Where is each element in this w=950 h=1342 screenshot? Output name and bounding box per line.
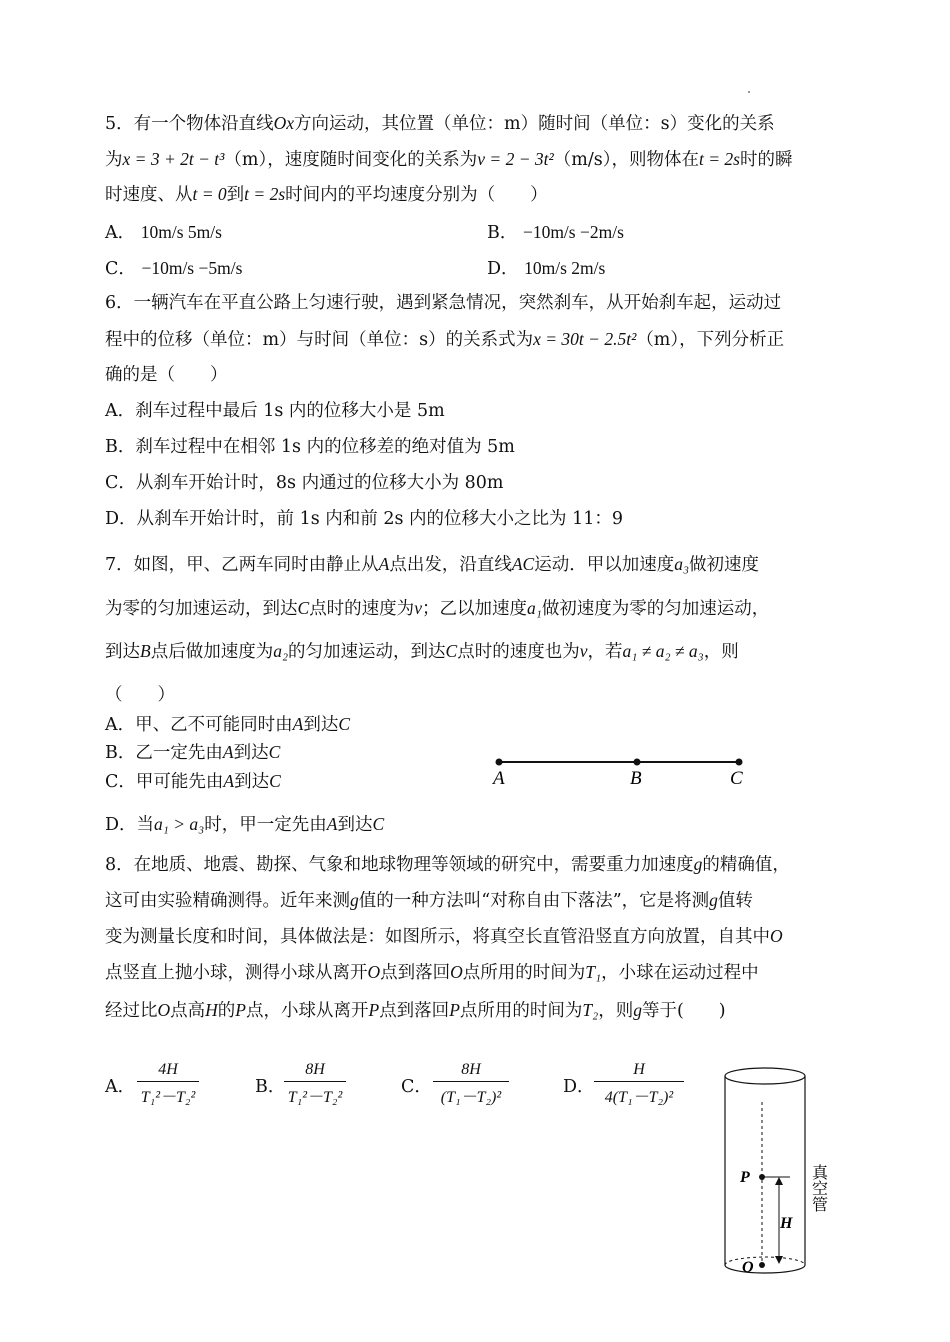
- q7-text: ；乙以加速度: [421, 599, 527, 619]
- option-value: −10m/s −5m/s: [141, 258, 243, 278]
- q8-text: 值的一种方法叫“对称自由下落法”，它是将测: [358, 891, 710, 911]
- q8-var: P: [235, 1000, 246, 1020]
- q8-var: T₂: [582, 1000, 599, 1020]
- option-label: C．: [105, 259, 136, 279]
- option-label: B．: [487, 223, 518, 243]
- q8-option-c-fraction[interactable]: [433, 1061, 509, 1107]
- numerator: 4H: [158, 1061, 178, 1078]
- q7-var: a₁: [526, 598, 542, 618]
- q8-text: ，小球在运动过程中: [601, 963, 759, 983]
- q5-text: 方向运动，其位置（单位：m）随时间（单位：s）变化的关系: [294, 114, 775, 134]
- q5-text: 时间内的平均速度分别为（ ）: [285, 185, 548, 205]
- q8-text: 变为测量长度和时间，具体做法是：如图所示，将真空长直管沿竖直方向放置，自其中: [105, 927, 770, 947]
- q5-option-a[interactable]: [105, 219, 222, 244]
- q7-var: C: [338, 714, 351, 734]
- q7-text: 点时的速度为: [309, 599, 415, 619]
- point-o: [759, 1262, 765, 1268]
- q7-var: a₃: [674, 554, 690, 574]
- q7-text: 到达: [233, 743, 269, 763]
- q8-var: g: [693, 854, 703, 874]
- q8-text: ，则: [598, 1001, 634, 1021]
- q7-var: C: [269, 771, 281, 791]
- q5-line-3: [105, 182, 548, 207]
- denominator: 4(T₁－T₂)²: [604, 1089, 674, 1106]
- q8-var: g: [350, 890, 359, 910]
- q8-text: 经过比: [105, 1001, 158, 1021]
- q6-text: 程中的位移（单位：m）与时间（单位：s）的关系式为: [105, 330, 534, 350]
- q8-var: O: [450, 962, 463, 982]
- vacuum-tube-figure: [715, 1060, 845, 1285]
- q8-var: O: [157, 1000, 171, 1020]
- q5-option-c[interactable]: [105, 255, 242, 280]
- q8-option-b-fraction[interactable]: [284, 1061, 346, 1107]
- q7-var: v: [579, 641, 588, 661]
- q7-text: 到达: [337, 815, 373, 835]
- q6-line-2: [105, 327, 784, 352]
- numerator: H: [633, 1061, 645, 1078]
- label-c: C: [730, 768, 743, 789]
- q8-text: 点所用的时间为: [459, 1001, 583, 1021]
- q8-text: 的: [217, 1001, 236, 1021]
- point-a: [496, 759, 503, 766]
- q7-text: C．甲可能先由: [105, 772, 224, 792]
- q8-text: 点高: [170, 1001, 206, 1021]
- q7-var: A: [222, 742, 234, 762]
- q5-text: 5．有一个物体沿直线: [105, 114, 274, 134]
- q8-text: 的精确值，: [702, 855, 790, 875]
- q8-line-5: [105, 998, 726, 1023]
- q8-var: O: [770, 926, 783, 946]
- q7-var: B: [140, 641, 151, 661]
- tube-top-rim: [725, 1068, 805, 1084]
- q6-formula: x = 30t − 2.5t²: [533, 329, 637, 349]
- q7-text: 为零的匀加速运动，到达: [105, 599, 298, 619]
- arrow-up-icon: [775, 1177, 783, 1185]
- q5-axis: Ox: [273, 113, 295, 133]
- q7-var: C: [372, 814, 385, 834]
- q7-option-d[interactable]: [105, 812, 384, 837]
- q6-option-b[interactable]: B．刹车过程中在相邻 1s 内的位移差的绝对值为 5m: [105, 437, 515, 457]
- q8-var: g: [709, 890, 718, 910]
- q7-text: 做初速度: [689, 555, 760, 575]
- option-label: A．: [105, 223, 136, 243]
- q5-text: 为: [105, 150, 123, 170]
- q8-text: 这可由实验精确测得。近年来测: [105, 891, 350, 911]
- q8-line-3: [105, 924, 783, 949]
- q7-option-c[interactable]: [105, 769, 281, 794]
- q7-text: ，则: [703, 642, 739, 662]
- q7-text: 点后做加速度为: [150, 642, 274, 662]
- q7-text: 7．如图，甲、乙两车同时由静止从: [105, 555, 379, 575]
- q8-text: 值转: [717, 891, 753, 911]
- q7-var: A: [326, 814, 338, 834]
- scan-mark: [748, 91, 750, 93]
- q7-line-3: [105, 639, 739, 664]
- numerator: 8H: [461, 1061, 481, 1078]
- q7-text: B．乙一定先由: [105, 743, 223, 763]
- point-p: [759, 1174, 765, 1180]
- q8-text: 8．在地质、地震、勘探、气象和地球物理等领域的研究中，需要重力加速度: [105, 855, 694, 875]
- q6-option-a[interactable]: A．刹车过程中最后 1s 内的位移大小是 5m: [105, 401, 445, 421]
- q8-line-4: [105, 960, 759, 985]
- q7-text: 时，甲一定先由: [204, 815, 327, 835]
- q7-var: a₂: [273, 641, 289, 661]
- q7-text: 点出发，沿直线: [389, 555, 512, 575]
- q5-line-1: [105, 111, 775, 136]
- q7-text: 运动．甲以加速度: [534, 555, 675, 575]
- denominator: T₁²－T₂²: [140, 1089, 196, 1106]
- q7-var: v: [414, 598, 422, 618]
- q6-option-c[interactable]: C．从刹车开始计时，8s 内通过的位移大小为 80m: [105, 473, 504, 493]
- label-p: P: [740, 1169, 750, 1186]
- q7-text: ，若: [587, 642, 623, 662]
- q7-var: A: [292, 714, 304, 734]
- q5-time: t = 0: [192, 184, 227, 204]
- q7-line-4: （ ）: [105, 685, 175, 705]
- q7-figure: [480, 750, 760, 795]
- q8-option-a-fraction[interactable]: [137, 1061, 199, 1107]
- q7-option-b[interactable]: [105, 740, 280, 765]
- q7-condition: a₁ > a₃: [154, 814, 205, 834]
- q8-text: 点到落回: [379, 1001, 450, 1021]
- q8-var: P: [449, 1000, 460, 1020]
- q5-text: （m），速度随时间变化的关系为: [224, 150, 478, 170]
- q8-line-2: [105, 888, 753, 913]
- tube-bottom-back: [725, 1257, 805, 1265]
- q7-var: A: [223, 771, 235, 791]
- label-a: A: [493, 768, 505, 789]
- vacuum-tube-label: 真空管: [809, 1164, 829, 1212]
- q8-text: 点，小球从离开: [245, 1001, 369, 1021]
- q7-condition: a₁ ≠ a₂ ≠ a₃: [622, 641, 704, 661]
- q7-text: 点时的速度也为: [457, 642, 580, 662]
- q7-text: A．甲、乙不可能同时由: [105, 715, 293, 735]
- q5-text: 时速度、从: [105, 185, 193, 205]
- denominator: (T₁－T₂)²: [440, 1089, 502, 1106]
- q5-time: t = 2s: [244, 184, 286, 204]
- q8-var: g: [633, 1000, 642, 1020]
- q8-var: T₁: [585, 962, 602, 982]
- q8-line-1: [105, 852, 790, 877]
- option-value: −10m/s −2m/s: [522, 222, 624, 242]
- q8-var: O: [367, 962, 381, 982]
- q6-text: （m），下列分析正: [636, 330, 785, 350]
- q5-time: t = 2s: [699, 149, 740, 169]
- q5-velocity-formula: v = 2 − 3t²: [477, 149, 554, 169]
- q8-var: H: [205, 1000, 218, 1020]
- point-c: [736, 759, 743, 766]
- q7-option-a[interactable]: [105, 712, 350, 737]
- q7-var: A: [378, 554, 390, 574]
- q7-var: C: [297, 598, 310, 618]
- arrow-down-icon: [775, 1256, 783, 1264]
- label-o: O: [742, 1259, 754, 1276]
- q7-var: C: [268, 742, 281, 762]
- denominator: T₁²－T₂²: [287, 1089, 343, 1106]
- q5-option-d[interactable]: [487, 255, 605, 280]
- q7-text: 到达: [105, 642, 140, 662]
- option-value: 10m/s 2m/s: [524, 258, 606, 278]
- q7-text: D．当: [105, 815, 155, 835]
- q5-position-formula: x = 3 + 2t − t³: [122, 149, 225, 169]
- label-b: B: [630, 768, 642, 789]
- q6-line-3: 确的是（ ）: [105, 365, 228, 385]
- q7-line-2: [105, 596, 769, 621]
- q5-text: 到: [226, 185, 245, 205]
- q5-text: 时的瞬: [739, 150, 793, 170]
- point-b: [634, 759, 641, 766]
- q6-option-d[interactable]: D．从刹车开始计时，前 1s 内和前 2s 内的位移大小之比为 11：9: [105, 509, 623, 529]
- q8-text: 点所用的时间为: [462, 963, 586, 983]
- q8-option-d-label[interactable]: D．: [563, 1077, 595, 1097]
- q8-option-d-fraction[interactable]: [594, 1061, 684, 1107]
- q8-option-a-label[interactable]: A．: [105, 1077, 136, 1097]
- option-label: D．: [487, 259, 519, 279]
- q7-line-1: [105, 552, 759, 577]
- q5-line-2: [105, 147, 792, 172]
- q5-option-b[interactable]: [487, 219, 624, 244]
- label-h: H: [780, 1215, 793, 1232]
- q7-var: AC: [511, 554, 535, 574]
- q7-var: C: [445, 641, 458, 661]
- q8-text: 等于( ): [641, 1001, 726, 1021]
- tube-bottom-front: [725, 1265, 805, 1273]
- option-value: 10m/s 5m/s: [140, 222, 222, 242]
- q5-text: （m/s），则物体在: [553, 150, 699, 170]
- q7-text: 的匀加速运动，到达: [288, 642, 446, 662]
- q8-text: 点到落回: [380, 963, 451, 983]
- q7-text: 到达: [234, 772, 270, 792]
- q8-text: 点竖直上抛小球，测得小球从离开: [105, 963, 368, 983]
- q6-line-1: 6．一辆汽车在平直公路上匀速行驶，遇到紧急情况，突然刹车，从开始刹车起，运动过: [105, 293, 782, 313]
- q8-option-c-label[interactable]: C．: [401, 1077, 432, 1097]
- q8-option-b-label[interactable]: B．: [255, 1077, 286, 1097]
- q8-var: P: [368, 1000, 380, 1020]
- numerator: 8H: [305, 1061, 325, 1078]
- q7-text: 做初速度为零的匀加速运动，: [541, 599, 770, 619]
- q7-text: 到达: [303, 715, 339, 735]
